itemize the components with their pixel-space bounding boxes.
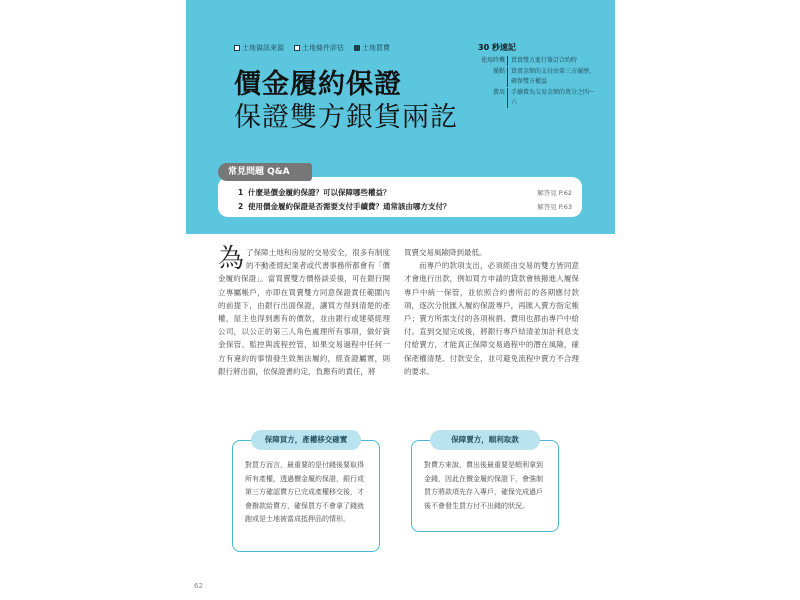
memo-row — [478, 56, 598, 66]
memo-label: 費用 — [478, 88, 508, 108]
memo-text: 買賣雙方進行簽訂合約時 — [511, 57, 578, 64]
card-text: 對賣方來說，賣出後最重要是順利拿到金錢，因此在價金履約保證下，會強制買方將款項先存入專戶，確保完成過戶後不會發生買方付不出錢的狀況。 — [424, 461, 543, 510]
qa-number: 2 — [238, 201, 244, 211]
page-subtitle: 保證雙方銀貨兩訖 — [234, 102, 458, 133]
card-title-buyer: 保障買方，產權移交確實 — [251, 430, 361, 450]
qa-item — [238, 185, 572, 199]
page-number: 62 — [194, 582, 203, 590]
memo-row — [478, 67, 598, 87]
card-seller — [411, 440, 559, 532]
book-page — [186, 0, 615, 600]
checkbox-filled-icon — [354, 45, 360, 51]
qa-question: 什麼是價金履約保證？可以保障哪些權益？ — [248, 187, 391, 197]
qa-label: 常見問題 Q&A — [218, 163, 312, 181]
topic-tag: 土地資訊來源 — [234, 43, 284, 53]
qa-box — [218, 177, 582, 217]
qa-question: 使用價金履約保證是否需要支付手續費？通常該由哪方支付？ — [248, 201, 451, 211]
drop-cap: 為 — [218, 244, 245, 274]
body-paragraph: 而專戶的款項支出，必須經由交易的雙方皆同意才會進行出款，例如買方申請的貸款會核撥進入履保專戶中統一保管，並依照合約書所訂的各期應付款項，逐次分批匯入履約保證專戶，再匯入賣方指定帳戶；賣方所需支付的各項稅捐、費用也都由專戶中給付。直到交屋完成後，將銀行專戶結清並加計利息支付給賣方，才能真正保障交易過程中的潛在風險，確保產權清楚、付款安全，並可避免流程中賣方不合理的要求。 — [404, 261, 579, 376]
memo-title: 30 秒速記 — [478, 43, 516, 52]
topic-tag-active: 土地買賣 — [354, 43, 390, 53]
header-banner — [186, 0, 615, 234]
qa-number: 1 — [238, 187, 244, 197]
qa-answer-ref: 解答見 P.62 — [537, 188, 572, 197]
page-title: 價金履約保證 — [234, 69, 402, 100]
quick-memo — [478, 42, 598, 109]
memo-label: 使用時機 — [478, 56, 508, 66]
card-text: 對買方而言，最重要的是付錢後要取得所有產權，透過價金履約保證，銀行或第三方確認賣方已完成產權移交後，才會撥款給賣方，確保買方不會拿了錢就跑或是土地被當成抵押品的情形。 — [245, 461, 364, 524]
qa-item — [238, 199, 572, 213]
body-paragraph: 買賣交易風險降到最低。 — [404, 248, 487, 257]
topic-tag: 土地條件評估 — [294, 43, 344, 53]
memo-text: 手續費為交易金額的萬分之四～六 — [511, 89, 596, 106]
checkbox-icon — [234, 45, 240, 51]
body-paragraph: 為了保障土地和房屋的交易安全，很多有制度的不動產經紀業者或代書事務所都會有「價金履約保證」。當買賣雙方價格談妥後，可在銀行開立專屬帳戶，亦即在買賣雙方同意保證責任範圍內的前提下，由銀行出面保證，讓買方得到清楚的產權，屋主也得到應有的價款，並由銀行或建築經理公司，以公正的第三人角色處理所有事項，做好資金保管、監控與流程控管，如果交易過程中任何一方有違約的事情發生致無法履約，經查證屬實，則銀行將出面，依保證書約定，負應有的責任，將 — [218, 244, 390, 376]
memo-label: 優點 — [478, 67, 508, 87]
checkbox-icon — [294, 45, 300, 51]
memo-row — [478, 88, 598, 108]
qa-answer-ref: 解答見 P.63 — [537, 202, 572, 211]
body-column-right — [404, 246, 579, 378]
card-buyer — [232, 440, 380, 552]
topic-tags — [234, 43, 390, 53]
body-column-left — [218, 246, 390, 378]
card-title-seller: 保障賣方，順利取款 — [430, 430, 540, 450]
memo-text: 買賣金額的支付由第三方履歷，確保雙方權益 — [511, 68, 596, 85]
